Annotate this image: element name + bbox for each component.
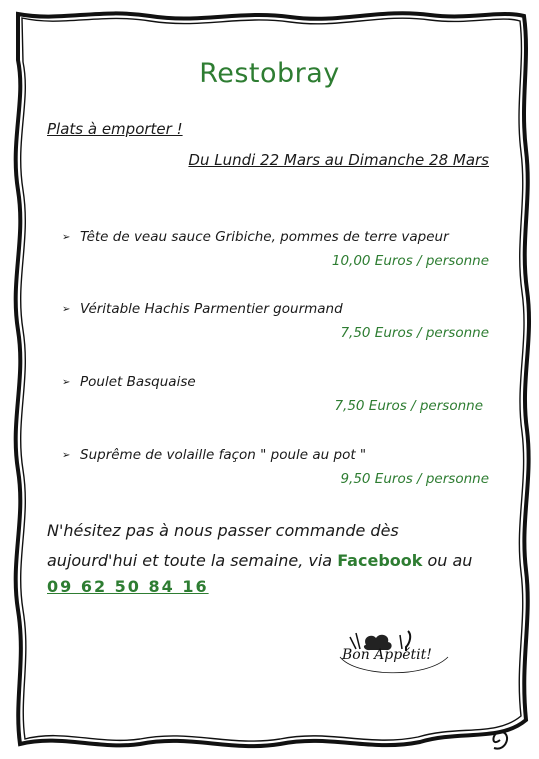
takeaway-heading: Plats à emporter ! (47, 120, 183, 138)
arrowhead-bullet-icon: ➢ (62, 376, 71, 388)
menu-item-price: 10,00 Euros / personne (331, 253, 489, 269)
order-message-line2 (47, 546, 497, 576)
arrowhead-bullet-icon: ➢ (62, 449, 71, 461)
date-range: Du Lundi 22 Mars au Dimanche 28 Mars (188, 151, 489, 169)
menu-item (62, 374, 196, 390)
restaurant-title: Restobray (199, 58, 340, 89)
menu-item-price: 9,50 Euros / personne (340, 471, 489, 487)
menu-item (62, 229, 449, 245)
menu-item-name: Tête de veau sauce Gribiche, pommes de terre vapeur (80, 229, 449, 245)
menu-item-price: 7,50 Euros / personne (334, 398, 483, 414)
order-message-text-end: ou au (422, 551, 473, 570)
menu-item-price: 7,50 Euros / personne (340, 325, 489, 341)
bon-appetit-logo (336, 627, 454, 682)
menu-item-name: Véritable Hachis Parmentier gourmand (80, 301, 343, 317)
menu-item (62, 447, 366, 463)
menu-item-name: Suprême de volaille façon " poule au pot " (80, 447, 367, 463)
facebook-link[interactable]: Facebook (337, 551, 423, 570)
order-message-text: aujourd'hui et toute la semaine, via (47, 551, 338, 570)
arrowhead-bullet-icon: ➢ (62, 231, 71, 243)
logo-text: Bon Appétit! (342, 647, 432, 663)
arrowhead-bullet-icon: ➢ (62, 303, 71, 315)
order-message (47, 516, 497, 576)
phone-number[interactable]: 09 62 50 84 16 (47, 577, 209, 596)
order-message-line1: N'hésitez pas à nous passer commande dès (47, 521, 399, 540)
menu-item-name: Poulet Basquaise (80, 374, 196, 390)
menu-item (62, 301, 343, 317)
